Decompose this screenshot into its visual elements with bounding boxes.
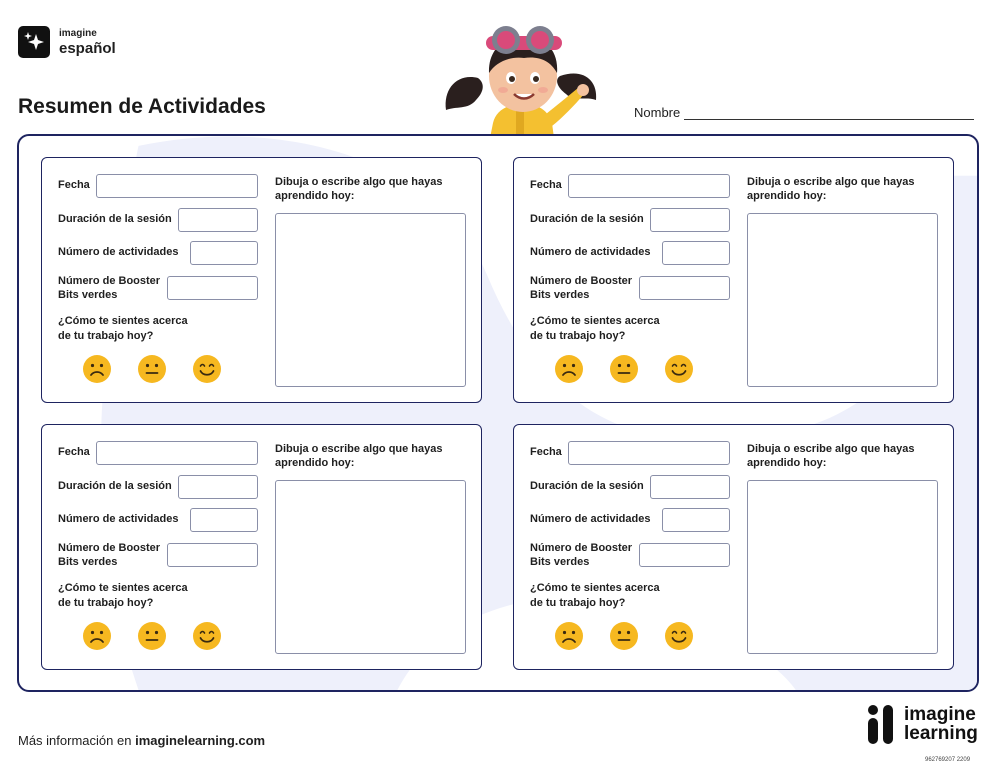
booster-label-line2: Bits verdes [530, 289, 590, 301]
fecha-input[interactable] [96, 174, 258, 198]
footer-prefix: Más información en [18, 733, 132, 748]
booster-input[interactable] [639, 276, 730, 300]
name-line[interactable] [684, 108, 974, 120]
happy-face-icon[interactable] [664, 354, 694, 384]
happy-face-icon[interactable] [664, 621, 694, 651]
feel-line-2: de tu trabajo hoy? [58, 330, 154, 342]
feel-line-1: ¿Cómo te sientes acerca [58, 315, 188, 327]
fecha-label: Fecha [58, 446, 90, 458]
document-code: 962769207 2209 [925, 757, 971, 763]
fecha-label: Fecha [530, 179, 562, 191]
neutral-face-icon[interactable] [137, 621, 167, 651]
feel-prompt [530, 581, 690, 611]
booster-label-line1: Número de Booster [58, 275, 161, 287]
activity-card-3 [41, 424, 482, 670]
fecha-label: Fecha [530, 446, 562, 458]
booster-label-line2: Bits verdes [58, 289, 118, 301]
numero-actividades-input[interactable] [662, 241, 730, 265]
numero-actividades-input[interactable] [190, 241, 258, 265]
name-field [634, 105, 974, 120]
feel-line-1: ¿Cómo te sientes acerca [58, 582, 188, 594]
draw-area[interactable] [275, 480, 466, 654]
duracion-label: Duración de la sesión [530, 213, 644, 225]
imagine-espanol-logo [18, 26, 116, 58]
draw-prompt: Dibuja o escribe algo que hayas aprendido hoy: [747, 443, 915, 469]
footer-info [18, 733, 265, 748]
numero-actividades-label: Número de actividades [58, 513, 179, 525]
happy-face-icon[interactable] [192, 354, 222, 384]
booster-label-line2: Bits verdes [58, 556, 118, 568]
brand-line-2: español [59, 39, 116, 57]
draw-area[interactable] [747, 480, 938, 654]
sad-face-icon[interactable] [82, 621, 112, 651]
booster-input[interactable] [639, 543, 730, 567]
activity-card-1 [41, 157, 482, 403]
numero-actividades-label: Número de actividades [530, 246, 651, 258]
imagine-learning-logo [866, 704, 978, 744]
page-title: Resumen de Actividades [18, 95, 266, 118]
activity-card-4 [513, 424, 954, 670]
numero-actividades-label: Número de actividades [58, 246, 179, 258]
fecha-label: Fecha [58, 179, 90, 191]
booster-input[interactable] [167, 276, 258, 300]
draw-area[interactable] [747, 213, 938, 387]
activity-frame [17, 134, 979, 692]
sad-face-icon[interactable] [554, 621, 584, 651]
neutral-face-icon[interactable] [609, 621, 639, 651]
draw-prompt: Dibuja o escribe algo que hayas aprendido hoy: [747, 176, 915, 202]
numero-actividades-input[interactable] [190, 508, 258, 532]
numero-actividades-input[interactable] [662, 508, 730, 532]
sparkle-icon [18, 26, 50, 58]
booster-input[interactable] [167, 543, 258, 567]
logo-line-1: imagine [904, 704, 976, 725]
booster-label-line1: Número de Booster [530, 275, 633, 287]
numero-actividades-label: Número de actividades [530, 513, 651, 525]
feel-prompt [530, 314, 690, 344]
sad-face-icon[interactable] [82, 354, 112, 384]
booster-label-line1: Número de Booster [530, 542, 633, 554]
feel-prompt [58, 314, 218, 344]
booster-label-line1: Número de Booster [58, 542, 161, 554]
feel-line-2: de tu trabajo hoy? [530, 597, 626, 609]
neutral-face-icon[interactable] [137, 354, 167, 384]
activity-card-2 [513, 157, 954, 403]
sad-face-icon[interactable] [554, 354, 584, 384]
draw-area[interactable] [275, 213, 466, 387]
feel-prompt [58, 581, 218, 611]
draw-prompt: Dibuja o escribe algo que hayas aprendido hoy: [275, 443, 443, 469]
logo-line-2: learning [904, 723, 978, 744]
footer-link[interactable]: imaginelearning.com [135, 733, 266, 748]
duracion-input[interactable] [650, 475, 730, 499]
draw-prompt: Dibuja o escribe algo que hayas aprendido hoy: [275, 176, 443, 202]
happy-face-icon[interactable] [192, 621, 222, 651]
neutral-face-icon[interactable] [609, 354, 639, 384]
booster-label-line2: Bits verdes [530, 556, 590, 568]
name-label: Nombre [634, 105, 681, 120]
feel-line-2: de tu trabajo hoy? [58, 597, 154, 609]
fecha-input[interactable] [96, 441, 258, 465]
duracion-input[interactable] [178, 208, 258, 232]
fecha-input[interactable] [568, 441, 730, 465]
duracion-label: Duración de la sesión [58, 480, 172, 492]
il-monogram-icon [866, 704, 896, 744]
brand-line-1: imagine [59, 27, 97, 39]
duracion-label: Duración de la sesión [58, 213, 172, 225]
feel-line-1: ¿Cómo te sientes acerca [530, 315, 660, 327]
duracion-label: Duración de la sesión [530, 480, 644, 492]
feel-line-2: de tu trabajo hoy? [530, 330, 626, 342]
feel-line-1: ¿Cómo te sientes acerca [530, 582, 660, 594]
duracion-input[interactable] [650, 208, 730, 232]
fecha-input[interactable] [568, 174, 730, 198]
mascot-girl-illustration [438, 18, 608, 138]
duracion-input[interactable] [178, 475, 258, 499]
